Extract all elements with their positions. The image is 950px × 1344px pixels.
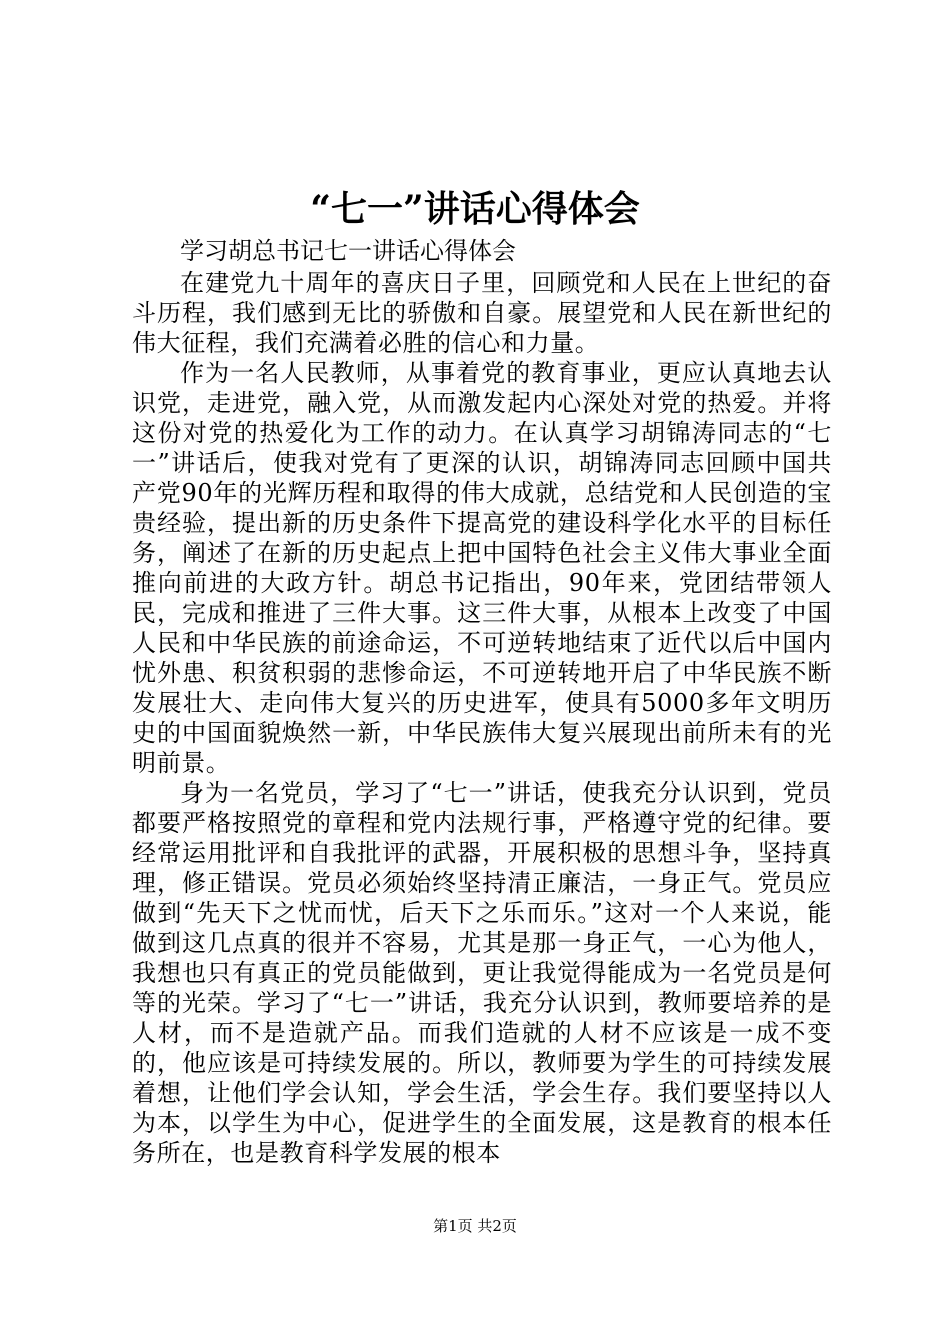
page-number-footer: 第1页 共2页 (433, 1217, 517, 1235)
paragraph: 在建党九十周年的喜庆日子里，回顾党和人民在上世纪的奋斗历程，我们感到无比的骄傲和自豪。展望党和人民在新世纪的伟大征程，我们充满着必胜的信心和力量。 (132, 269, 832, 357)
document-body (132, 268, 832, 1168)
document-title: “七一”讲话心得体会 (310, 188, 640, 230)
paragraph: 身为一名党员，学习了“七一”讲话，使我充分认识到，党员都要严格按照党的章程和党内法规行事，严格遵守党的纪律。要经常运用批评和自我批评的武器，开展积极的思想斗争，坚持真理，修正错误。党员必须始终坚持清正廉洁，一身正气。党员应做到“先天下之忧而忧，后天下之乐而乐。”这对一个人来说，能做到这几点真的很并不容易，尤其是那一身正气，一心为他人，我想也只有真正的党员能做到，更让我觉得能成为一名党员是何等的光荣。学习了“七一”讲话，我充分认识到，教师要培养的是人材，而不是造就产品。而我们造就的人材不应该是一成不变的，他应该是可持续发展的。所以，教师要为学生的可持续发展着想，让他们学会认知，学会生活，学会生存。我们要坚持以人为本，以学生为中心，促进学生的全面发展，这是教育的根本任务所在，也是教育科学发展的根本 (132, 779, 832, 1167)
document-subtitle: 学习胡总书记七一讲话心得体会 (180, 237, 516, 265)
paragraph: 作为一名人民教师，从事着党的教育事业，更应认真地去认识党，走进党，融入党，从而激发起内心深处对党的热爱。并将这份对党的热爱化为工作的动力。在认真学习胡锦涛同志的“七一”讲话后，使我对党有了更深的认识，胡锦涛同志回顾中国共产党90年的光辉历程和取得的伟大成就，总结党和人民创造的宝贵经验，提出新的历史条件下提高党的建设科学化水平的目标任务，阐述了在新的历史起点上把中国特色社会主义伟大事业全面推向前进的大政方针。胡总书记指出，90年来，党团结带领人民，完成和推进了三件大事。这三件大事，从根本上改变了中国人民和中华民族的前途命运，不可逆转地结束了近代以后中国内忧外患、积贫积弱的悲惨命运，不可逆转地开启了中华民族不断发展壮大、走向伟大复兴的历史进军，使具有5000多年文明历史的中国面貌焕然一新，中华民族伟大复兴展现出前所未有的光明前景。 (132, 359, 832, 777)
